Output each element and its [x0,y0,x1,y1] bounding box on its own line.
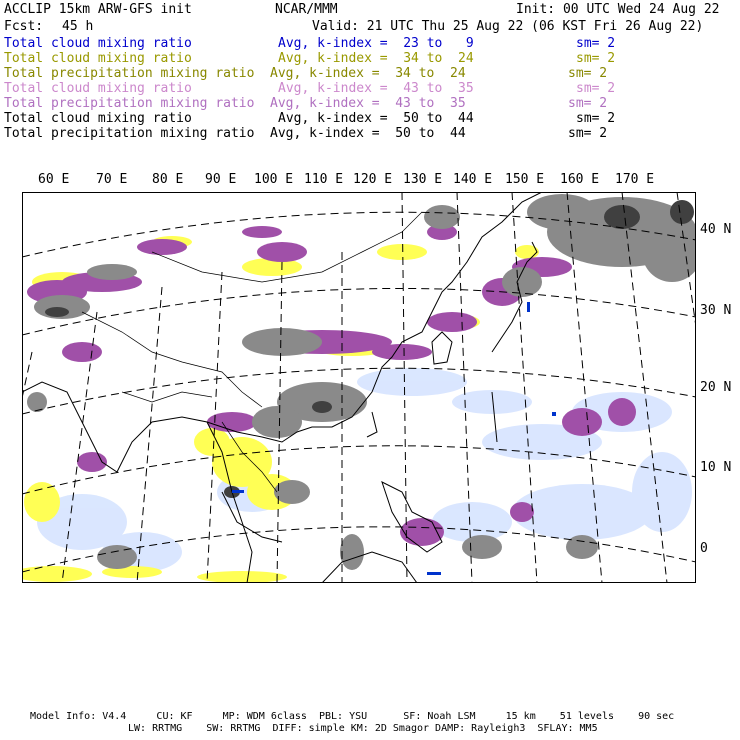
longitude-label: 100 E [254,172,294,187]
legend-name: Total cloud mixing ratio [4,111,192,126]
longitude-label: 120 E [353,172,393,187]
legend-sm: sm= 2 [576,81,616,96]
legend-avg: Avg, k-index = 34 to 24 [270,66,466,81]
legend-name: Total cloud mixing ratio [4,36,192,51]
longitude-label: 160 E [560,172,600,187]
longitude-label: 60 E [38,172,70,187]
legend-sm: sm= 2 [576,111,616,126]
forecast-label: Fcst: [4,19,44,34]
longitude-label: 150 E [505,172,545,187]
legend-sm: sm= 2 [568,96,608,111]
latitude-label: 10 N [700,460,732,475]
legend-avg: Avg, k-index = 43 to 35 [278,81,474,96]
legend-avg: Avg, k-index = 34 to 24 [278,51,474,66]
model-info-line2: LW: RRTMG SW: RRTMG DIFF: simple KM: 2D Smagor DAMP: Rayleigh3 SFLAY: MM5 [128,723,598,734]
legend-sm: sm= 2 [576,36,616,51]
model-info-line1: Model Info: V4.4 CU: KF MP: WDM 6class PBL: YSU SF: Noah LSM 15 km 51 levels 90 sec [30,711,675,722]
valid-time: Valid: 21 UTC Thu 25 Aug 22 (06 KST Fri 26 Aug 22) [312,19,704,34]
latitude-label: 30 N [700,303,732,318]
model-title: ACCLIP 15km ARW-GFS init [4,2,192,17]
legend-sm: sm= 2 [568,66,608,81]
legend-name: Total precipitation mixing ratio [4,126,255,141]
legend-name: Total precipitation mixing ratio [4,96,255,111]
legend-avg: Avg, k-index = 50 to 44 [270,126,466,141]
legend-avg: Avg, k-index = 43 to 35 [270,96,466,111]
longitude-label: 80 E [152,172,184,187]
longitude-label: 110 E [304,172,344,187]
legend-name: Total cloud mixing ratio [4,51,192,66]
longitude-label: 170 E [615,172,655,187]
legend-sm: sm= 2 [576,51,616,66]
init-time: Init: 00 UTC Wed 24 Aug 22 [516,2,720,17]
longitude-label: 70 E [96,172,128,187]
longitude-label: 90 E [205,172,237,187]
latitude-label: 0 [700,541,708,556]
latitude-label: 20 N [700,380,732,395]
longitude-label: 140 E [453,172,493,187]
legend-name: Total precipitation mixing ratio [4,66,255,81]
forecast-map [22,192,696,583]
legend-sm: sm= 2 [568,126,608,141]
legend-name: Total cloud mixing ratio [4,81,192,96]
legend-avg: Avg, k-index = 23 to 9 [278,36,474,51]
latitude-label: 40 N [700,222,732,237]
longitude-label: 130 E [403,172,443,187]
forecast-hours: 45 h [62,19,94,34]
organization-label: NCAR/MMM [275,2,338,17]
legend-avg: Avg, k-index = 50 to 44 [278,111,474,126]
